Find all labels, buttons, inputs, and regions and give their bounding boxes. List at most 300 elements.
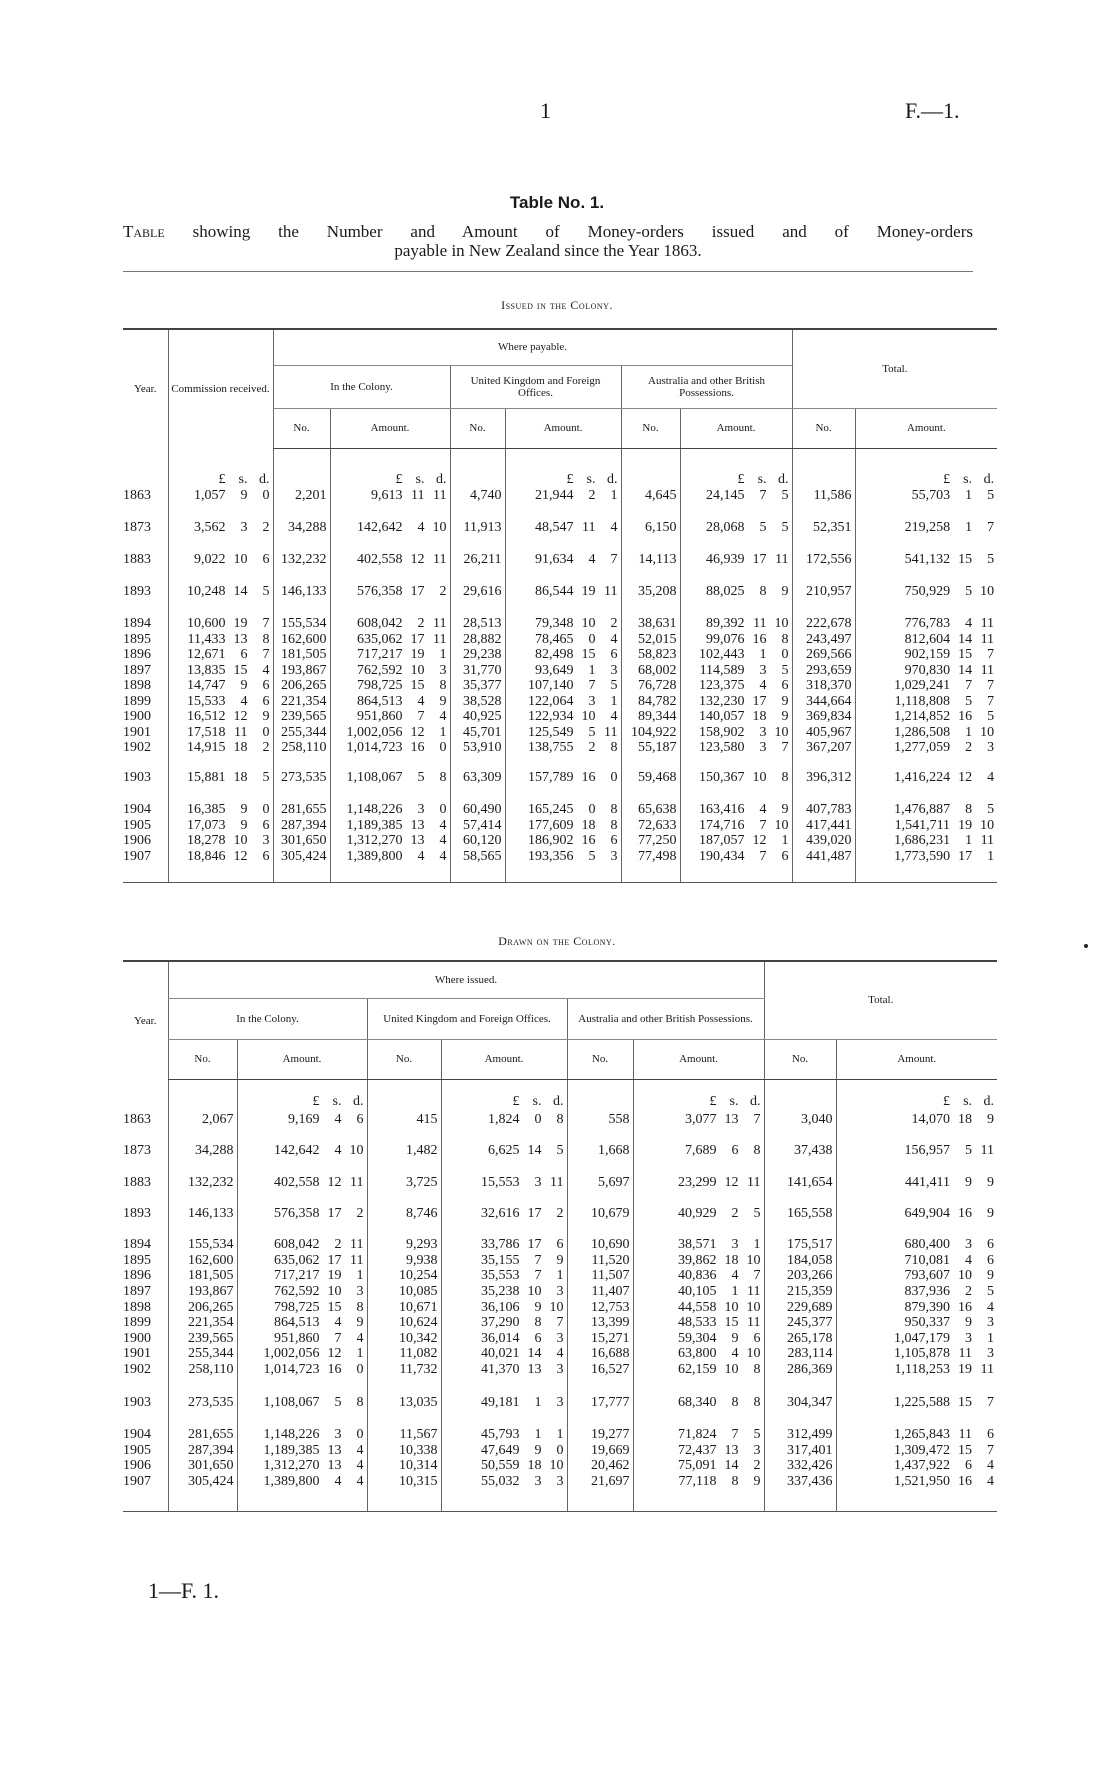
header-amount: Amount. xyxy=(237,1039,367,1079)
shillings: 8 xyxy=(759,584,767,599)
empty-cell xyxy=(123,865,168,882)
number-cell: 17,777 xyxy=(567,1378,633,1411)
number-cell: 206,265 xyxy=(273,679,330,695)
amount xyxy=(445,1428,564,1442)
pence: 11 xyxy=(550,1174,564,1190)
drawn-table xyxy=(123,960,997,1512)
shillings: 12 xyxy=(233,709,248,724)
year-cell: 1903 xyxy=(123,770,151,785)
pounds: 35,238 xyxy=(481,1283,520,1299)
pounds: 1,277,059 xyxy=(894,740,951,755)
pence: 10 xyxy=(980,817,995,833)
pounds: 59,304 xyxy=(678,1330,717,1346)
amount xyxy=(445,1444,564,1458)
amount xyxy=(445,1207,564,1221)
pence: 7 xyxy=(556,1315,564,1331)
amount-cell xyxy=(237,1331,367,1347)
amount xyxy=(684,710,789,724)
amount xyxy=(684,679,789,693)
table-row xyxy=(123,1222,997,1253)
amount-cell xyxy=(168,488,273,504)
pence: 8 xyxy=(781,770,789,785)
amount-cell xyxy=(680,756,792,786)
number-cell: 40,925 xyxy=(450,710,505,726)
number-cell: 281,655 xyxy=(168,1411,237,1443)
pounds-unit: £ xyxy=(943,472,951,487)
shillings: 12 xyxy=(724,1174,739,1190)
header-year: Year. xyxy=(123,329,168,448)
amount-cell xyxy=(855,488,997,504)
number-cell: 10,671 xyxy=(367,1300,441,1316)
pounds: 62,159 xyxy=(678,1361,717,1377)
amount xyxy=(241,1332,364,1346)
amount-cell xyxy=(633,1331,764,1347)
pence: 6 xyxy=(356,1112,364,1127)
pence: 9 xyxy=(753,1474,761,1489)
section-title-issued: Issued in the Colony. xyxy=(501,298,613,312)
pounds: 1,148,226 xyxy=(263,1426,320,1442)
shillings: 16 xyxy=(958,1474,973,1489)
pence: 5 xyxy=(262,584,270,599)
amount-cell xyxy=(330,488,450,504)
amount-cell xyxy=(855,741,997,757)
amount-cell xyxy=(505,849,621,865)
amount xyxy=(334,771,447,785)
pence: 6 xyxy=(781,849,789,865)
pounds: 798,725 xyxy=(357,678,403,693)
number-cell: 146,133 xyxy=(168,1191,237,1222)
shillings: 14 xyxy=(233,584,248,599)
amount-cell xyxy=(441,1347,567,1363)
shillings: 7 xyxy=(334,1330,342,1346)
amount-cell xyxy=(633,1284,764,1300)
pence: 2 xyxy=(610,616,618,631)
number-cell: 165,558 xyxy=(764,1191,836,1222)
number-cell: 2,201 xyxy=(273,488,330,504)
table-row xyxy=(123,834,997,850)
amount-cell xyxy=(441,1316,567,1332)
shillings: 10 xyxy=(958,1268,973,1284)
empty-cell xyxy=(505,865,621,882)
pounds: 163,416 xyxy=(699,802,745,817)
pounds: 12,671 xyxy=(187,647,226,662)
shillings: 16 xyxy=(958,1299,973,1315)
amount xyxy=(840,1475,995,1489)
shillings: 4 xyxy=(588,552,596,567)
number-cell: 301,650 xyxy=(273,834,330,850)
year-cell: 1900 xyxy=(123,1330,151,1346)
amount xyxy=(241,1254,364,1268)
pence-unit: d. xyxy=(436,472,447,487)
amount-cell xyxy=(505,504,621,536)
shillings: 4 xyxy=(334,1112,342,1127)
number-cell: 367,207 xyxy=(792,741,855,757)
pounds: 1,105,878 xyxy=(894,1346,951,1362)
pounds: 441,411 xyxy=(905,1174,951,1190)
amount-cell xyxy=(855,710,997,726)
pence: 11 xyxy=(604,724,618,740)
units-row xyxy=(123,448,997,488)
amount-cell xyxy=(633,1443,764,1459)
pence: 7 xyxy=(987,1442,995,1458)
shillings: 5 xyxy=(417,770,425,785)
shillings: 3 xyxy=(731,1237,739,1253)
amount-cell xyxy=(330,448,450,488)
header-where-issued: Where issued. xyxy=(168,961,764,998)
amount-cell xyxy=(441,1253,567,1269)
year-cell: 1873 xyxy=(123,520,151,535)
amount xyxy=(859,617,995,631)
number-cell: 193,867 xyxy=(168,1284,237,1300)
pounds: 107,140 xyxy=(528,678,574,693)
year-cell: 1893 xyxy=(123,1205,151,1221)
number-cell: 10,342 xyxy=(367,1331,441,1347)
empty-cell xyxy=(855,865,997,882)
page-number: 1 xyxy=(540,98,551,123)
amount xyxy=(684,726,789,740)
shillings: 7 xyxy=(759,817,767,833)
number-cell: 184,058 xyxy=(764,1253,836,1269)
pounds: 1,002,056 xyxy=(346,724,403,740)
amount xyxy=(241,1176,364,1190)
amount-cell xyxy=(168,834,273,850)
pence: 8 xyxy=(610,817,618,833)
shillings: 9 xyxy=(534,1442,542,1458)
amount-cell xyxy=(855,818,997,834)
pence: 0 xyxy=(439,740,447,755)
amount-cell xyxy=(441,1362,567,1378)
table-row xyxy=(123,1411,997,1443)
pence: 0 xyxy=(356,1361,364,1377)
pounds: 14,915 xyxy=(187,740,226,755)
shillings: 6 xyxy=(965,1458,973,1474)
amount-cell xyxy=(633,1191,764,1222)
amount xyxy=(859,726,995,740)
number-cell: 175,517 xyxy=(764,1222,836,1253)
pounds: 1,108,067 xyxy=(263,1394,320,1410)
amount xyxy=(445,1396,564,1410)
shillings: 2 xyxy=(731,1205,739,1221)
shillings: 17 xyxy=(752,693,767,709)
amount xyxy=(172,741,270,755)
year-cell xyxy=(123,448,168,488)
amount-cell xyxy=(633,1079,764,1110)
pounds-unit: £ xyxy=(395,472,403,487)
shillings: 4 xyxy=(417,520,425,535)
number-cell xyxy=(273,448,330,488)
table-row xyxy=(123,1300,997,1316)
number-cell: 245,377 xyxy=(764,1316,836,1332)
pence: 11 xyxy=(350,1252,364,1268)
amount-cell xyxy=(237,1191,367,1222)
shillings: 2 xyxy=(588,740,596,755)
amount xyxy=(334,633,447,647)
pence: 5 xyxy=(987,802,995,817)
number-cell: 239,565 xyxy=(168,1331,237,1347)
pence: 11 xyxy=(775,552,789,567)
amount xyxy=(509,710,618,724)
year-cell: 1907 xyxy=(123,1474,151,1489)
amount xyxy=(445,1095,564,1109)
shillings: 17 xyxy=(752,552,767,567)
pence: 3 xyxy=(610,849,618,865)
pounds: 28,068 xyxy=(706,520,745,535)
pence-unit: d. xyxy=(983,472,995,487)
shillings: 18 xyxy=(958,1112,973,1127)
amount xyxy=(509,679,618,693)
shillings: 7 xyxy=(759,488,767,503)
number-cell: 77,250 xyxy=(621,834,680,850)
shillings: 16 xyxy=(958,1205,973,1221)
number-cell: 203,266 xyxy=(764,1269,836,1285)
pounds: 41,370 xyxy=(481,1361,520,1377)
pounds: 15,553 xyxy=(481,1174,520,1190)
document-code: F.—1. xyxy=(905,98,960,123)
shillings: 2 xyxy=(588,488,596,503)
shillings: 4 xyxy=(417,693,425,709)
number-cell: 155,534 xyxy=(273,600,330,632)
number-cell: 172,556 xyxy=(792,536,855,568)
shillings: 10 xyxy=(724,1361,739,1377)
pounds: 23,299 xyxy=(678,1174,717,1190)
amount-cell xyxy=(168,600,273,632)
pence: 0 xyxy=(439,802,447,817)
pounds: 138,755 xyxy=(528,740,574,755)
shillings: 16 xyxy=(958,709,973,724)
pounds: 762,592 xyxy=(357,662,403,678)
shillings: 16 xyxy=(581,770,596,785)
pounds: 1,057 xyxy=(194,488,226,503)
shillings: 2 xyxy=(417,616,425,631)
amount-cell xyxy=(505,448,621,488)
shillings: 4 xyxy=(334,1315,342,1331)
pounds: 123,580 xyxy=(699,740,745,755)
pence: 0 xyxy=(262,724,270,740)
shillings: 17 xyxy=(527,1205,542,1221)
pence: 4 xyxy=(987,1474,995,1489)
pounds: 123,375 xyxy=(699,678,745,693)
shillings: 12 xyxy=(327,1346,342,1362)
shillings: 4 xyxy=(334,1143,342,1159)
shillings: 9 xyxy=(240,817,248,833)
amount-cell xyxy=(633,1316,764,1332)
amount-cell xyxy=(168,648,273,664)
pounds: 48,547 xyxy=(535,520,574,535)
pence: 4 xyxy=(439,709,447,724)
divider xyxy=(123,271,973,272)
shillings: 14 xyxy=(527,1143,542,1159)
number-cell: 305,424 xyxy=(273,849,330,865)
pence: 3 xyxy=(556,1394,564,1410)
amount xyxy=(334,521,447,535)
pounds: 541,132 xyxy=(904,552,951,567)
shillings: 13 xyxy=(527,1361,542,1377)
pounds: 16,512 xyxy=(187,709,226,724)
amount-cell xyxy=(168,710,273,726)
number-cell: 28,513 xyxy=(450,600,505,632)
amount xyxy=(684,741,789,755)
amount-cell xyxy=(330,504,450,536)
pence: 9 xyxy=(781,709,789,724)
table-row xyxy=(123,679,997,695)
pounds: 1,047,179 xyxy=(894,1330,951,1346)
pence: 8 xyxy=(439,770,447,785)
pence: 3 xyxy=(987,1315,995,1331)
table-row xyxy=(123,1316,997,1332)
amount xyxy=(637,1459,761,1473)
pence: 4 xyxy=(987,1299,995,1315)
pounds: 7,689 xyxy=(685,1143,717,1159)
amount-cell xyxy=(836,1222,997,1253)
shillings: 13 xyxy=(410,817,425,833)
shillings: 17 xyxy=(958,849,973,865)
number-cell: 9,938 xyxy=(367,1253,441,1269)
pounds: 38,571 xyxy=(678,1237,717,1253)
table-row xyxy=(123,1128,997,1159)
table-row xyxy=(123,1253,997,1269)
amount xyxy=(445,1176,564,1190)
shillings: 13 xyxy=(410,833,425,849)
pence: 3 xyxy=(556,1283,564,1299)
pence: 1 xyxy=(439,647,447,662)
year-cell: 1899 xyxy=(123,1315,151,1331)
year-cell: 1899 xyxy=(123,693,151,709)
pence: 11 xyxy=(980,1361,995,1377)
amount xyxy=(684,648,789,662)
shillings: 12 xyxy=(752,833,767,849)
table-row xyxy=(123,504,997,536)
pounds-unit: £ xyxy=(566,472,574,487)
year-cell: 1883 xyxy=(123,1174,151,1190)
pounds: 1,389,800 xyxy=(346,849,403,865)
pence: 8 xyxy=(610,740,618,755)
pence: 8 xyxy=(556,1112,564,1127)
year-cell: 1895 xyxy=(123,1252,151,1268)
table-row xyxy=(123,1474,997,1490)
amount xyxy=(684,553,789,567)
shillings: 10 xyxy=(581,616,596,631)
year-cell: 1873 xyxy=(123,1143,151,1159)
amount xyxy=(172,585,270,599)
amount-cell xyxy=(505,710,621,726)
amount-cell xyxy=(330,663,450,679)
amount-cell xyxy=(633,1222,764,1253)
pounds: 187,057 xyxy=(699,833,745,849)
number-cell: 59,468 xyxy=(621,756,680,786)
amount xyxy=(241,1444,364,1458)
amount-cell xyxy=(855,504,997,536)
amount xyxy=(684,834,789,848)
amount xyxy=(840,1207,995,1221)
pounds: 50,559 xyxy=(481,1458,520,1474)
number-cell: 369,834 xyxy=(792,710,855,726)
amount xyxy=(840,1347,995,1361)
empty-cell xyxy=(273,865,330,882)
amount xyxy=(172,521,270,535)
number-cell: 57,414 xyxy=(450,818,505,834)
amount xyxy=(241,1363,364,1377)
amount-cell xyxy=(330,786,450,818)
amount-cell xyxy=(836,1128,997,1159)
shillings: 13 xyxy=(327,1442,342,1458)
amount-cell xyxy=(330,694,450,710)
shillings: 3 xyxy=(334,1426,342,1442)
pence: 8 xyxy=(262,631,270,647)
amount xyxy=(445,1332,564,1346)
number-cell: 305,424 xyxy=(168,1474,237,1490)
header-total: Total. xyxy=(764,961,997,1039)
shillings: 6 xyxy=(534,1330,542,1346)
amount-cell xyxy=(330,741,450,757)
shillings: 16 xyxy=(581,833,596,849)
number-cell: 162,600 xyxy=(168,1253,237,1269)
header-australia: Australia and other British Possessions. xyxy=(567,998,764,1039)
amount-cell xyxy=(855,679,997,695)
amount xyxy=(509,771,618,785)
pence: 2 xyxy=(262,520,270,535)
pence: 10 xyxy=(746,1346,761,1362)
pounds: 6,625 xyxy=(488,1143,520,1159)
number-cell: 439,020 xyxy=(792,834,855,850)
pence: 1 xyxy=(610,488,618,503)
amount-cell xyxy=(836,1191,997,1222)
shillings: 1 xyxy=(965,724,973,740)
amount-cell xyxy=(330,818,450,834)
number-cell: 344,664 xyxy=(792,694,855,710)
header-no: No. xyxy=(764,1039,836,1079)
shillings: 4 xyxy=(759,802,767,817)
number-cell: 255,344 xyxy=(168,1347,237,1363)
pence: 3 xyxy=(610,662,618,678)
amount-cell xyxy=(237,1459,367,1475)
header-no: No. xyxy=(273,408,330,448)
number-cell: 206,265 xyxy=(168,1300,237,1316)
pence: 3 xyxy=(556,1474,564,1489)
pence: 7 xyxy=(987,693,995,709)
table-row xyxy=(123,663,997,679)
amount xyxy=(509,803,618,817)
number-cell: 104,922 xyxy=(621,725,680,741)
pounds: 837,936 xyxy=(904,1283,951,1299)
header-year: Year. xyxy=(123,961,168,1079)
amount xyxy=(637,1332,761,1346)
empty-cell xyxy=(450,865,505,882)
shillings: 13 xyxy=(724,1112,739,1127)
pence: 8 xyxy=(356,1394,364,1410)
amount-cell xyxy=(836,1331,997,1347)
amount xyxy=(637,1285,761,1299)
pence: 5 xyxy=(753,1205,761,1221)
number-cell: 229,689 xyxy=(764,1300,836,1316)
amount-cell xyxy=(168,504,273,536)
amount-cell xyxy=(680,786,792,818)
header-amount: Amount. xyxy=(505,408,621,448)
table-row xyxy=(123,1110,997,1128)
pounds: 18,846 xyxy=(187,849,226,865)
pence: 9 xyxy=(987,1205,995,1221)
shillings-unit: s. xyxy=(332,1094,342,1109)
shillings: 12 xyxy=(410,724,425,740)
pence: 6 xyxy=(610,833,618,849)
amount-cell xyxy=(680,632,792,648)
shillings: 11 xyxy=(958,1346,973,1362)
table-row xyxy=(123,756,997,786)
amount xyxy=(334,726,447,740)
amount xyxy=(840,1095,995,1109)
pounds: 156,957 xyxy=(904,1143,951,1159)
amount xyxy=(859,771,995,785)
shillings: 10 xyxy=(327,1283,342,1299)
